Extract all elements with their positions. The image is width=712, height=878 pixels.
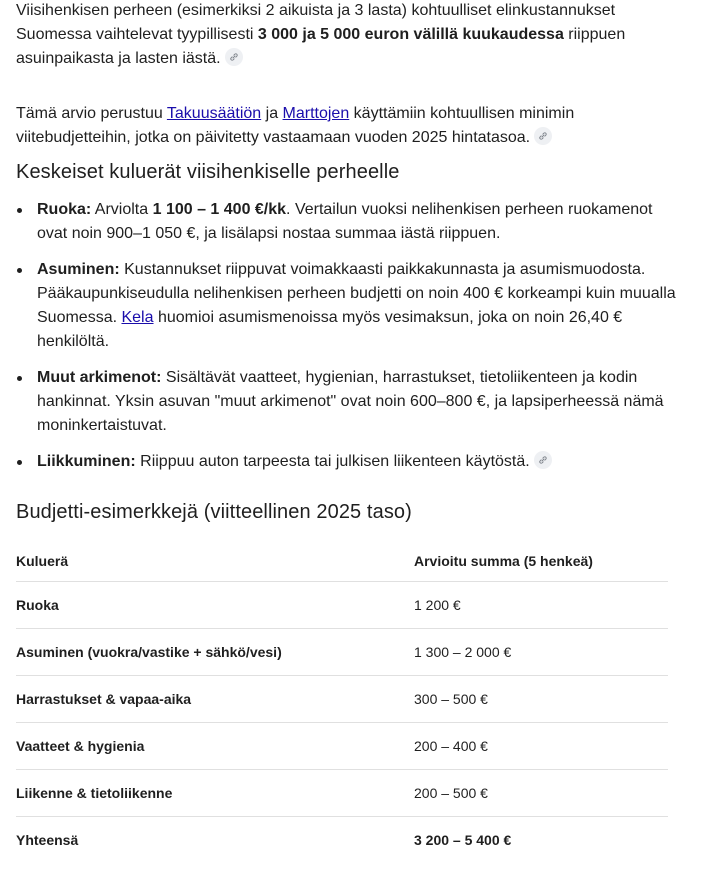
table-row <box>16 582 668 629</box>
cell-amount: 200 – 400 € <box>414 723 668 770</box>
intro-text-end: riippuen asuinpaikasta ja lasten iästä. <box>16 26 626 67</box>
cell-cost-item: Asuminen (vuokra/vastike + sähkö/vesi) <box>16 629 414 676</box>
table-header-row <box>16 540 668 582</box>
table-row-total <box>16 817 668 864</box>
cell-cost-item: Liikenne & tietoliikenne <box>16 770 414 817</box>
cell-cost-item: Vaatteet & hygienia <box>16 723 414 770</box>
takuusaatio-link[interactable]: Takuusäätiön <box>166 105 262 122</box>
intro-bold-range: 3 000 ja 5 000 euron välillä kuukaudessa <box>257 26 564 43</box>
source-text-and: ja <box>261 105 283 122</box>
source-text: Tämä arvio perustuu <box>16 105 167 122</box>
source-text-end: käyttämiin kohtuullisen minimin viitebudjetteihin, jotka on päivitetty vastaamaan vuoden 2025 hintatasoa. <box>16 105 575 146</box>
item-text: Sisältävät vaatteet, hygienian, harrastukset, tietoliikenteen ja kodin hankinnat. Yksin asuvan "muut arkimenot" ovat noin 600–800 €, ja lapsiperheessä nämä moninkertaistuvat. <box>37 369 664 434</box>
source-paragraph <box>16 102 676 150</box>
cell-amount: 300 – 500 € <box>414 676 668 723</box>
cell-cost-item: Harrastukset & vapaa-aika <box>16 676 414 723</box>
cost-items-list <box>16 198 676 486</box>
table-row <box>16 676 668 723</box>
item-text: . Vertailun vuoksi nelihenkisen perheen ruokamenot ovat noin 900–1 050 €, ja lisälapsi nostaa summaa iästä riippuen. <box>37 201 653 242</box>
item-label: Liikkuminen: <box>37 453 136 470</box>
list-item-housing <box>16 258 676 354</box>
list-item-food <box>16 198 676 246</box>
cell-amount: 1 300 – 2 000 € <box>414 629 668 676</box>
cell-total-label: Yhteensä <box>16 832 79 848</box>
item-label: Asuminen: <box>37 261 120 278</box>
table-row <box>16 723 668 770</box>
item-text: huomioi asumismenoissa myös vesimaksun, joka on noin 26,40 € henkilöltä. <box>37 309 623 350</box>
column-header-estimated-amount: Arvioitu summa (5 henkeä) <box>414 540 668 582</box>
cell-amount: 200 – 500 € <box>414 770 668 817</box>
intro-text: Viisihenkisen perheen (esimerkiksi 2 aikuista ja 3 lasta) kohtuulliset elinkustannukset Suomessa vaihtelevat tyypillisesti <box>16 2 616 43</box>
kela-link[interactable]: Kela <box>121 309 154 326</box>
table-row <box>16 770 668 817</box>
item-text: Riippuu auton tarpeesta tai julkisen liikenteen käytöstä. <box>135 453 530 470</box>
intro-paragraph <box>16 0 676 71</box>
section-heading-budget-examples: Budjetti-esimerkkejä (viitteellinen 2025 taso) <box>16 501 412 523</box>
item-text: Arviolta <box>91 201 153 218</box>
cell-amount: 1 200 € <box>414 582 668 629</box>
cell-cost-item: Ruoka <box>16 582 414 629</box>
citation-link-icon[interactable] <box>534 451 552 469</box>
budget-table <box>16 540 668 863</box>
list-item-transport <box>16 450 676 474</box>
table-row <box>16 629 668 676</box>
item-text: Kustannukset riippuvat voimakkaasti paikkakunnasta ja asumismuodosta. Pääkaupunkiseudulla nelihenkisen perheen budjetti on noin 400 € korkeampi kuin muualla Suomessa. <box>37 261 676 326</box>
citation-link-icon[interactable] <box>225 48 243 66</box>
section-heading-key-costs: Keskeiset kuluerät viisihenkiselle perheelle <box>16 161 400 183</box>
item-label: Ruoka: <box>37 201 92 218</box>
item-label: Muut arkimenot: <box>37 369 162 386</box>
list-item-other-expenses <box>16 366 676 438</box>
citation-link-icon[interactable] <box>534 127 552 145</box>
marttojen-link[interactable]: Marttojen <box>282 105 350 122</box>
column-header-cost-item: Kuluerä <box>16 540 414 582</box>
cell-total-amount: 3 200 – 5 400 € <box>414 832 512 848</box>
item-bold-amount: 1 100 – 1 400 €/kk <box>152 201 287 218</box>
